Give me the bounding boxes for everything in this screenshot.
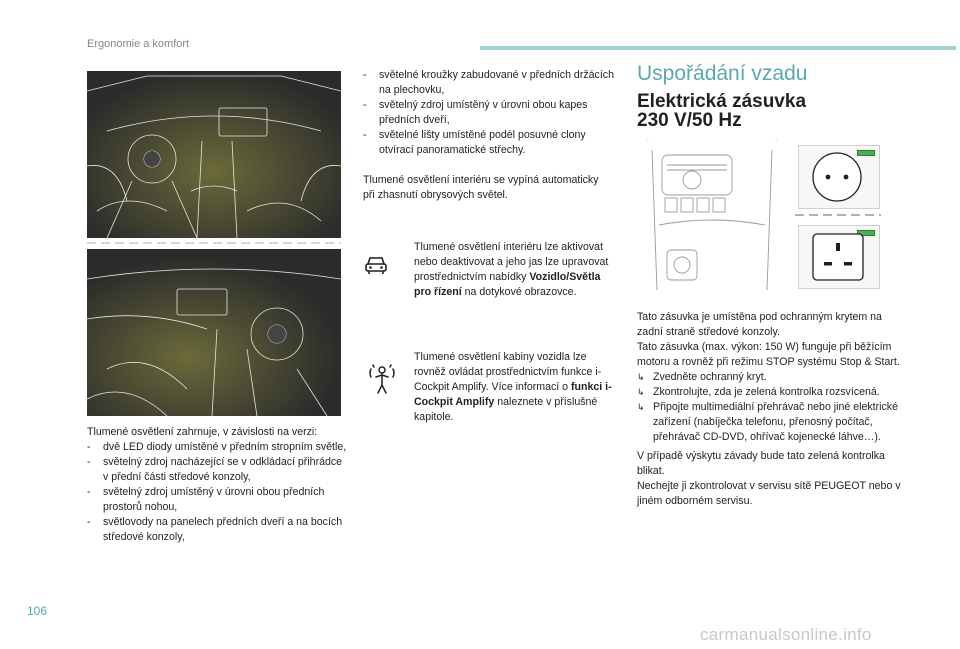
- section-title: Uspořádání vzadu: [637, 62, 808, 85]
- usage-steps: [637, 370, 907, 445]
- list-item: - světlovody na panelech předních dveří a na bocích středové konzoly,: [87, 515, 347, 545]
- para-fault: V případě výskytu závady bude tato zelená kontrolka blikat.: [637, 450, 885, 477]
- settings-info-box: [414, 240, 614, 300]
- feature-name: funkci i-Cockpit Amplify: [414, 381, 612, 408]
- image-divider: [87, 240, 341, 246]
- rear-console-illustration: [637, 140, 787, 300]
- person-relax-icon: [366, 362, 398, 398]
- socket-closeup-french: [798, 145, 880, 209]
- list-item: - světelné kroužky zabudované v předních držácích na plechovku,: [363, 68, 621, 98]
- step-item: ↳ Zvedněte ochranný kryt.: [637, 370, 907, 385]
- socket-closeup-uk: [798, 225, 880, 289]
- para-location: Tato zásuvka je umístěna pod ochranným krytem na zadní straně středové konzoly.: [637, 311, 882, 338]
- subtitle-line2: 230 V/50 Hz: [637, 110, 742, 131]
- lighting-list-left: [87, 440, 347, 545]
- list-item: - světelný zdroj nacházející se v odkládací přihrádce v přední části středové konzoly,: [87, 455, 347, 485]
- list-item: - dvě LED diody umístěné v předním stropním světle,: [87, 440, 347, 455]
- step-item: ↳ Připojte multimediální přehrávač nebo jiné elektrické zařízení (nabíječka telefonu, přenosný počítač, přehrávač CD-DVD, ohřívač kojenecké láhve…).: [637, 400, 907, 445]
- interior-illustration-rear: [87, 249, 341, 416]
- list-item: - světelný zdroj umístěný v úrovni obou kapes předních dveří,: [363, 98, 621, 128]
- left-column: [87, 425, 347, 545]
- i-cockpit-info-box: [414, 350, 614, 425]
- watermark: carmanualsonline.info: [700, 625, 872, 644]
- subtitle-line1: Elektrická zásuvka: [637, 91, 807, 112]
- subtitle: [637, 92, 837, 130]
- step-item: ↳ Zkontrolujte, zda je zelená kontrolka rozsvícená.: [637, 385, 907, 400]
- box1-text: Tlumené osvětlení interiéru lze aktivovat nebo deaktivovat a jeho jas lze upravovat prostřednictvím nabídky: [414, 241, 609, 283]
- para-service: Nechejte ji zkontrolovat v servisu sítě PEUGEOT nebo v jiném odborném servisu.: [637, 480, 901, 507]
- intro-text: Tlumené osvětlení zahrnuje, v závislosti na verzi:: [87, 426, 318, 438]
- header-bar: [480, 46, 956, 50]
- car-icon: [363, 250, 389, 280]
- box1-text-end: na dotykové obrazovce.: [461, 286, 577, 298]
- lighting-list-middle: [363, 68, 621, 158]
- section-header: Ergonomie a komfort: [87, 38, 190, 50]
- socket-description: [637, 310, 907, 509]
- list-item: - světelný zdroj umístěný v úrovni obou předních prostorů nohou,: [87, 485, 347, 515]
- interior-illustration-front: [87, 71, 341, 238]
- socket-divider: [795, 214, 881, 216]
- list-item: - světelné lišty umístěné podél posuvné clony otvírací panoramatické střechy.: [363, 128, 621, 158]
- auto-off-note: Tlumené osvětlení interiéru se vypíná automaticky při zhasnutí obrysových světel.: [363, 174, 599, 201]
- box2-text-end: naleznete v příslušné kapitole.: [414, 396, 598, 423]
- middle-column-list: [363, 68, 621, 158]
- page-number: 106: [27, 604, 48, 618]
- menu-path: Vozidlo/Světla pro řízení: [414, 271, 601, 298]
- para-power: Tato zásuvka (max. výkon: 150 W) funguje při běžícím motoru a rovněž při režimu STOP systému Stop & Start.: [637, 341, 900, 368]
- box2-text: Tlumené osvětlení kabiny vozidla lze rovněž ovládat prostřednictvím funkce i-Cockpit Amplify. Více informací o: [414, 351, 602, 393]
